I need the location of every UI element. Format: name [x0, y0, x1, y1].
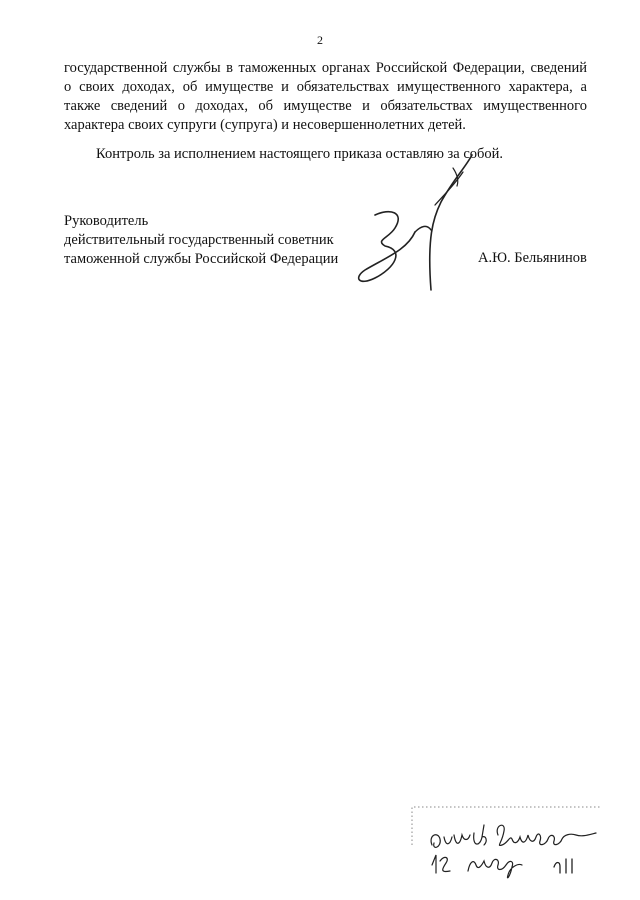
handwritten-note-drawing [410, 805, 610, 883]
handwritten-approval-note [410, 805, 610, 883]
paragraph-line: характера своих супруги (супруга) и несовершеннолетних детей. [64, 117, 466, 133]
page-number: 2 [317, 33, 323, 47]
paragraph-line: также сведений о доходах, об имуществе и обязательствах имущественного [64, 98, 587, 114]
body-paragraph-2: Контроль за исполнением настоящего приказа оставляю за собой. [96, 146, 504, 162]
body-paragraph-1 [64, 59, 587, 135]
signatory-name: А.Ю. Бельянинов [478, 250, 587, 266]
paragraph-line: о своих доходах, об имуществе и обязательствах имущественного характера, а [64, 79, 587, 95]
signatory-title-line: действительный государственный советник [64, 232, 334, 248]
signatory-title-line: Руководитель [64, 213, 149, 229]
signatory-title [64, 212, 338, 269]
handwritten-signature [345, 150, 475, 300]
paragraph-line: государственной службы в таможенных органах Российской Федерации, сведений [64, 60, 587, 76]
signatory-title-line: таможенной службы Российской Федерации [64, 251, 339, 267]
